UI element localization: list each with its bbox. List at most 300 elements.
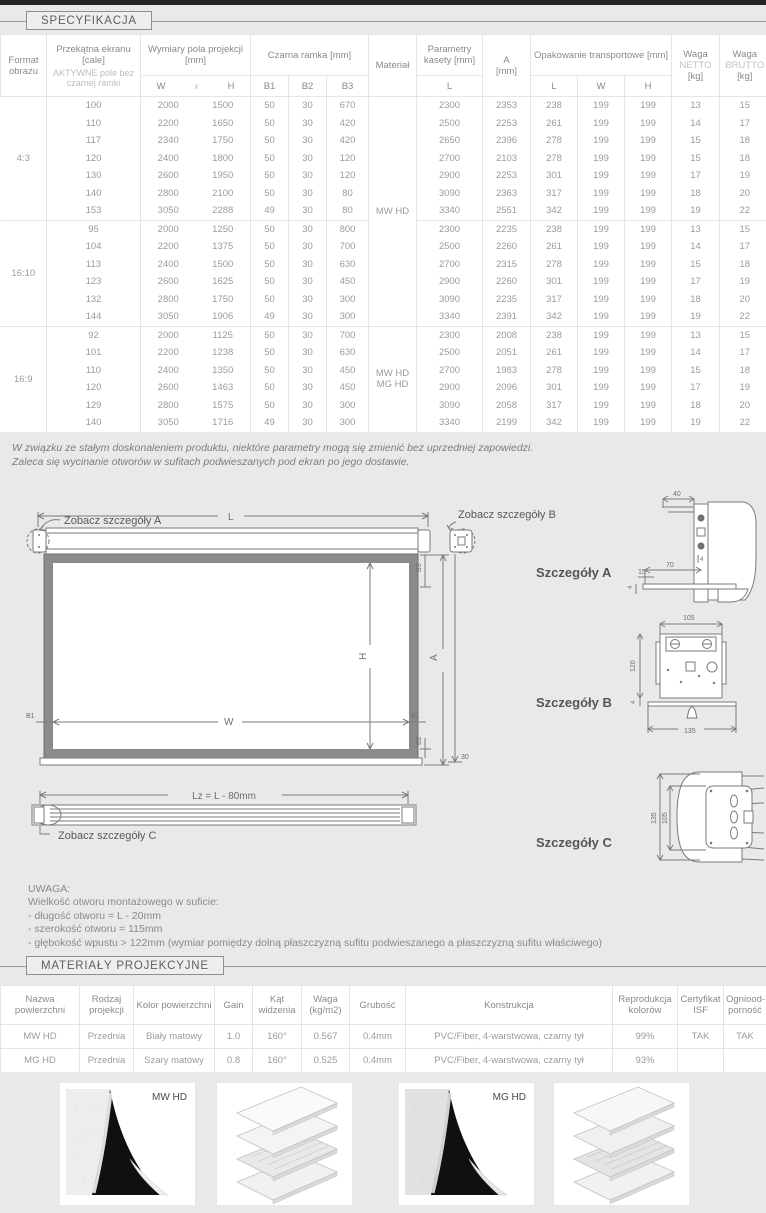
spec-cell: 50 — [251, 185, 289, 203]
spec-cell: 2800 — [141, 185, 196, 203]
detail-b-dim-4: 4 — [631, 700, 637, 704]
spec-cell: 2400 — [141, 150, 196, 168]
spec-cell: 2300 — [417, 97, 483, 115]
spec-cell: 2000 — [141, 220, 196, 238]
section-title-spec: SPECYFIKACJA — [26, 11, 152, 30]
spec-cell: 1350 — [196, 362, 251, 380]
dim-l-label: L — [228, 512, 234, 523]
spec-cell: 50 — [251, 220, 289, 238]
detail-a-dim-4: 4 — [628, 585, 634, 589]
spec-cell: 15 — [672, 150, 720, 168]
spec-cell: 450 — [327, 362, 369, 380]
spec-cell: 1906 — [196, 308, 251, 326]
spec-cell: 199 — [578, 397, 625, 415]
spec-cell: 15 — [720, 220, 766, 238]
detail-c-dim-135: 135 — [651, 812, 658, 824]
spec-cell: 278 — [531, 362, 578, 380]
spec-cell: 15 — [672, 132, 720, 150]
spec-cell: 80 — [327, 202, 369, 220]
gross-line2: BRUTTO — [721, 60, 766, 71]
subheader-pack-l: L — [531, 76, 578, 97]
spec-cell: 18 — [720, 362, 766, 380]
spec-cell: 2100 — [196, 185, 251, 203]
spec-cell: 2600 — [141, 273, 196, 291]
sample-label-mg: MG HD — [493, 1092, 526, 1103]
materials-cell: 99% — [613, 1025, 678, 1049]
detail-b-dim-105: 105 — [683, 615, 695, 622]
spec-cell: 199 — [625, 220, 672, 238]
spec-cell: 1625 — [196, 273, 251, 291]
spec-cell: 1575 — [196, 397, 251, 415]
spec-cell: 19 — [672, 308, 720, 326]
spec-cell: 199 — [625, 397, 672, 415]
spec-cell: 19 — [720, 167, 766, 185]
spec-cell: 50 — [251, 362, 289, 380]
subheader-b3: B3 — [327, 76, 369, 97]
spec-cell: 278 — [531, 150, 578, 168]
uwaga-line-2: - długość otworu = L - 20mm — [28, 910, 766, 924]
materials-cell: 160° — [253, 1049, 302, 1073]
spec-cell: 17 — [672, 379, 720, 397]
materials-cell: 0.4mm — [350, 1025, 406, 1049]
spec-cell: 199 — [578, 150, 625, 168]
spec-cell: 317 — [531, 291, 578, 309]
material-cell: MW HD — [369, 97, 417, 327]
spec-cell: 15 — [720, 97, 766, 115]
spec-cell: 300 — [327, 397, 369, 415]
detail-a-title: Szczegóły A — [536, 565, 612, 580]
spec-cell: 18 — [720, 256, 766, 274]
materials-cell: TAK — [724, 1025, 766, 1049]
bottom-weight-bar — [40, 758, 422, 765]
spec-cell: 49 — [251, 308, 289, 326]
spec-cell: 22 — [720, 414, 766, 432]
spec-cell: 130 — [47, 167, 141, 185]
spec-cell: 199 — [578, 185, 625, 203]
spec-cell: 199 — [578, 308, 625, 326]
spec-cell: 17 — [720, 115, 766, 133]
spec-cell: 50 — [251, 326, 289, 344]
dim-w-label: W — [224, 717, 234, 728]
materials-col-header: Certyfikat ISF — [678, 986, 724, 1025]
spec-cell: 117 — [47, 132, 141, 150]
materials-col-header: Nazwa powierzchni — [1, 986, 80, 1025]
sub-x: x — [195, 81, 199, 92]
dim-b1-left-label: B1 — [26, 713, 35, 720]
spec-cell: 30 — [289, 256, 327, 274]
materials-cell — [678, 1049, 724, 1073]
spec-cell: 2260 — [483, 273, 531, 291]
spec-cell: 199 — [625, 308, 672, 326]
materials-cell: MG HD — [1, 1049, 80, 1073]
see-details-b-label: Zobacz szczegóły B — [458, 509, 556, 521]
uwaga-block — [28, 883, 766, 951]
spec-cell: 1800 — [196, 150, 251, 168]
materials-col-header: Reprodukcja kolorów — [613, 986, 678, 1025]
spec-cell: 2900 — [417, 273, 483, 291]
col-header-dimensions: Wymiary pola projekcji [mm] — [141, 35, 251, 76]
spec-cell: 18 — [672, 397, 720, 415]
endcap-right — [418, 530, 430, 552]
col-header-net-weight — [672, 35, 720, 97]
lz-bar — [32, 805, 416, 825]
spec-cell: 199 — [625, 150, 672, 168]
spec-cell: 49 — [251, 414, 289, 432]
detail-a-dim-40: 40 — [673, 491, 681, 498]
spec-cell: 120 — [327, 167, 369, 185]
spec-cell: 17 — [672, 273, 720, 291]
spec-cell: 120 — [47, 379, 141, 397]
spec-cell: 17 — [720, 344, 766, 362]
spec-cell: 2315 — [483, 256, 531, 274]
spec-cell: 2600 — [141, 379, 196, 397]
materials-table — [0, 985, 766, 1073]
spec-cell: 13 — [672, 326, 720, 344]
spec-cell: 2400 — [141, 362, 196, 380]
spec-cell: 2600 — [141, 167, 196, 185]
spec-cell: 420 — [327, 132, 369, 150]
spec-cell: 19 — [672, 202, 720, 220]
spec-cell: 199 — [625, 115, 672, 133]
spec-cell: 2353 — [483, 97, 531, 115]
spec-cell: 113 — [47, 256, 141, 274]
spec-cell: 20 — [720, 397, 766, 415]
spec-cell: 20 — [720, 185, 766, 203]
spec-cell: 30 — [289, 291, 327, 309]
a-line2: [mm] — [484, 66, 529, 77]
spec-cell: 261 — [531, 115, 578, 133]
spec-cell: 30 — [289, 150, 327, 168]
material-cell: MW HD MG HD — [369, 326, 417, 432]
spec-cell: 1238 — [196, 344, 251, 362]
sample-mg-fabric — [399, 1083, 534, 1205]
spec-cell: 278 — [531, 132, 578, 150]
spec-cell: 199 — [625, 379, 672, 397]
spec-cell: 50 — [251, 238, 289, 256]
spec-cell: 700 — [327, 326, 369, 344]
spec-cell: 199 — [578, 362, 625, 380]
detail-b-title: Szczegóły B — [536, 695, 612, 710]
spec-cell: 50 — [251, 397, 289, 415]
spec-cell: 50 — [251, 167, 289, 185]
spec-cell: 19 — [672, 414, 720, 432]
diagonal-title: Przekątna ekranu [cale] — [48, 44, 139, 66]
spec-cell: 2500 — [417, 115, 483, 133]
spec-cell: 101 — [47, 344, 141, 362]
spec-cell: 14 — [672, 344, 720, 362]
spec-cell: 14 — [672, 238, 720, 256]
detail-c-title: Szczegóły C — [536, 835, 612, 850]
detail-c-dim-105: 105 — [662, 812, 669, 824]
top-accent-bar — [0, 0, 766, 5]
materials-cell: 0.4mm — [350, 1049, 406, 1073]
spec-cell: 30 — [289, 185, 327, 203]
spec-cell: 199 — [578, 97, 625, 115]
spec-cell: 2260 — [483, 238, 531, 256]
sample-mw-fabric — [60, 1083, 195, 1205]
spec-cell: 132 — [47, 291, 141, 309]
spec-table-body — [1, 97, 766, 433]
materials-cell: 93% — [613, 1049, 678, 1073]
materials-cell: PVC/Fiber, 4-warstwowa, czarny tył — [406, 1025, 613, 1049]
spec-cell: 120 — [47, 150, 141, 168]
spec-cell: 17 — [672, 167, 720, 185]
gross-line1: Waga — [721, 49, 766, 60]
spec-cell: 199 — [625, 291, 672, 309]
spec-cell: 199 — [578, 414, 625, 432]
spec-cell: 2253 — [483, 115, 531, 133]
materials-cell: 1.0 — [215, 1025, 253, 1049]
spec-cell: 2103 — [483, 150, 531, 168]
spec-cell: 199 — [625, 97, 672, 115]
spec-cell: 1250 — [196, 220, 251, 238]
spec-cell: 420 — [327, 115, 369, 133]
spec-cell: 450 — [327, 379, 369, 397]
spec-cell: 199 — [625, 202, 672, 220]
net-line2: NETTO — [673, 60, 718, 71]
spec-cell: 2008 — [483, 326, 531, 344]
spec-cell: 199 — [578, 326, 625, 344]
spec-cell: 1463 — [196, 379, 251, 397]
spec-cell: 30 — [289, 238, 327, 256]
case-bar — [46, 528, 418, 554]
sample-mg-layers — [554, 1083, 689, 1205]
spec-cell: 199 — [625, 344, 672, 362]
spec-cell: 80 — [327, 185, 369, 203]
spec-cell: 2200 — [141, 238, 196, 256]
spec-cell: 670 — [327, 97, 369, 115]
spec-cell: 300 — [327, 308, 369, 326]
dim-a-label: A — [429, 654, 440, 661]
uwaga-line-4: - głębokość wpustu > 122mm (wymiar pomiędzy dolną płaszczyzną sufitu podwieszanego a płaszczyzną sufitu właściwego) — [28, 937, 766, 951]
spec-cell: 199 — [625, 256, 672, 274]
spec-cell: 140 — [47, 185, 141, 203]
spec-cell: 30 — [289, 414, 327, 432]
spec-cell: 199 — [578, 132, 625, 150]
spec-cell: 238 — [531, 220, 578, 238]
spec-cell: 2000 — [141, 97, 196, 115]
spec-cell: 342 — [531, 414, 578, 432]
spec-cell: 199 — [625, 238, 672, 256]
spec-cell: 2235 — [483, 220, 531, 238]
spec-cell: 144 — [47, 308, 141, 326]
spec-cell: 50 — [251, 256, 289, 274]
format-cell: 16:9 — [1, 326, 47, 432]
spec-cell: 1650 — [196, 115, 251, 133]
diagonal-subtitle: AKTYWNE pole bez czarnej ramki — [48, 68, 139, 88]
spec-cell: 199 — [578, 167, 625, 185]
spec-cell: 30 — [289, 202, 327, 220]
gross-line3: [kg] — [721, 71, 766, 82]
spec-cell: 300 — [327, 291, 369, 309]
spec-cell: 2900 — [417, 379, 483, 397]
spec-cell: 153 — [47, 202, 141, 220]
spec-cell: 2500 — [417, 238, 483, 256]
spec-cell: 3090 — [417, 291, 483, 309]
spec-cell: 18 — [720, 150, 766, 168]
spec-cell: 19 — [720, 273, 766, 291]
section-title-materials: MATERIAŁY PROJEKCYJNE — [26, 956, 224, 975]
subheader-cassette-l: L — [417, 76, 483, 97]
spec-row — [1, 326, 766, 344]
spec-cell: 261 — [531, 344, 578, 362]
net-line3: [kg] — [673, 71, 718, 82]
material-samples — [0, 1083, 766, 1213]
col-header-diagonal — [47, 35, 141, 97]
spec-cell: 3050 — [141, 308, 196, 326]
spec-cell: 104 — [47, 238, 141, 256]
format-cell: 4:3 — [1, 97, 47, 221]
dim-b1-right-label: B1 — [411, 713, 420, 720]
spec-cell: 50 — [251, 344, 289, 362]
spec-cell: 2051 — [483, 344, 531, 362]
format-cell: 16:10 — [1, 220, 47, 326]
spec-row — [1, 97, 766, 115]
spec-cell: 50 — [251, 150, 289, 168]
spec-cell: 2391 — [483, 308, 531, 326]
spec-cell: 15 — [720, 326, 766, 344]
spec-cell: 278 — [531, 256, 578, 274]
col-header-frame: Czarna ramka [mm] — [251, 35, 369, 76]
spec-cell: 199 — [578, 220, 625, 238]
materials-cell: PVC/Fiber, 4-warstwowa, czarny tył — [406, 1049, 613, 1073]
spec-cell: 123 — [47, 273, 141, 291]
materials-col-header: Konstrukcja — [406, 986, 613, 1025]
spec-cell: 2000 — [141, 326, 196, 344]
spec-cell: 450 — [327, 273, 369, 291]
spec-cell: 30 — [289, 167, 327, 185]
spec-cell: 14 — [672, 115, 720, 133]
see-details-a-label: Zobacz szczegóły A — [64, 515, 162, 527]
spec-cell: 2650 — [417, 132, 483, 150]
subheader-pack-w: W — [578, 76, 625, 97]
materials-cell: 160° — [253, 1025, 302, 1049]
spec-cell: 199 — [625, 185, 672, 203]
subheader-b2: B2 — [289, 76, 327, 97]
spec-cell: 30 — [289, 344, 327, 362]
spec-cell: 1716 — [196, 414, 251, 432]
spec-cell: 49 — [251, 202, 289, 220]
spec-cell: 3050 — [141, 202, 196, 220]
spec-cell: 95 — [47, 220, 141, 238]
spec-cell: 2200 — [141, 344, 196, 362]
spec-cell: 342 — [531, 308, 578, 326]
spec-cell: 300 — [327, 414, 369, 432]
spec-cell: 2700 — [417, 256, 483, 274]
dim-h-label: H — [358, 652, 369, 659]
materials-col-header: Gain — [215, 986, 253, 1025]
spec-cell: 13 — [672, 220, 720, 238]
sample-mw-layers — [217, 1083, 352, 1205]
materials-col-header: Kolor powierzchni — [134, 986, 215, 1025]
spec-cell: 2700 — [417, 150, 483, 168]
spec-cell: 2800 — [141, 397, 196, 415]
spec-cell: 3050 — [141, 414, 196, 432]
spec-cell: 22 — [720, 308, 766, 326]
spec-cell: 30 — [289, 132, 327, 150]
materials-cell: 0.525 — [302, 1049, 350, 1073]
col-header-gross-weight — [720, 35, 766, 97]
materials-cell: Szary matowy — [134, 1049, 215, 1073]
spec-cell: 199 — [578, 344, 625, 362]
spec-cell: 30 — [289, 115, 327, 133]
col-header-cassette: Parametry kasety [mm] — [417, 35, 483, 76]
spec-cell: 18 — [672, 185, 720, 203]
note-line-2: Zaleca się wycinanie otworów w sufitach podwieszanych pod ekran po jego dostawie. — [12, 455, 754, 469]
spec-cell: 317 — [531, 185, 578, 203]
col-header-format: Format obrazu — [1, 35, 47, 97]
spec-cell: 22 — [720, 202, 766, 220]
spec-cell: 110 — [47, 362, 141, 380]
spec-cell: 1125 — [196, 326, 251, 344]
technical-diagram — [0, 481, 766, 879]
a-line1: A — [484, 55, 529, 66]
spec-cell: 140 — [47, 414, 141, 432]
col-header-material: Materiał — [369, 35, 417, 97]
section-header-spec — [0, 10, 766, 34]
materials-row — [1, 1049, 766, 1073]
spec-cell: 3340 — [417, 202, 483, 220]
spec-cell: 2253 — [483, 167, 531, 185]
materials-cell: TAK — [678, 1025, 724, 1049]
spec-cell: 1983 — [483, 362, 531, 380]
uwaga-title: UWAGA: — [28, 883, 766, 897]
spec-cell: 13 — [672, 97, 720, 115]
spec-cell: 2363 — [483, 185, 531, 203]
spec-cell: 199 — [625, 132, 672, 150]
spec-cell: 2300 — [417, 220, 483, 238]
spec-cell: 50 — [251, 291, 289, 309]
spec-cell: 129 — [47, 397, 141, 415]
spec-cell: 1750 — [196, 291, 251, 309]
detail-a-dim-15: 15 — [638, 569, 646, 576]
spec-cell: 30 — [289, 362, 327, 380]
spec-cell: 100 — [47, 97, 141, 115]
spec-cell: 1500 — [196, 97, 251, 115]
materials-col-header: Waga (kg/m2) — [302, 986, 350, 1025]
see-details-c-label: Zobacz szczegóły C — [58, 830, 156, 842]
endcap-left — [33, 530, 46, 552]
detail-b-icon — [450, 530, 472, 552]
spec-cell: 18 — [720, 132, 766, 150]
spec-cell: 92 — [47, 326, 141, 344]
spec-cell: 301 — [531, 273, 578, 291]
spec-cell: 199 — [578, 115, 625, 133]
spec-cell: 2200 — [141, 115, 196, 133]
materials-row — [1, 1025, 766, 1049]
detail-a-dim-70: 70 — [666, 562, 674, 569]
materials-cell: 0.567 — [302, 1025, 350, 1049]
disclaimer-notes — [0, 433, 766, 481]
spec-cell: 199 — [625, 326, 672, 344]
section-header-materials — [0, 955, 766, 979]
note-line-1: W związku ze stałym doskonaleniem produktu, niektóre parametry mogą się zmienić bez uprzedniej zapowiedzi. — [12, 441, 754, 455]
materials-cell: Przednia — [80, 1025, 134, 1049]
spec-cell: 50 — [251, 379, 289, 397]
materials-header-row — [1, 986, 766, 1025]
materials-col-header: Kąt widzenia — [253, 986, 302, 1025]
materials-cell: Biały matowy — [134, 1025, 215, 1049]
spec-cell: 199 — [578, 273, 625, 291]
sub-h: H — [228, 81, 235, 92]
spec-cell: 30 — [289, 273, 327, 291]
net-line1: Waga — [673, 49, 718, 60]
spec-cell: 199 — [625, 167, 672, 185]
spec-cell: 3340 — [417, 308, 483, 326]
spec-cell: 30 — [289, 97, 327, 115]
spec-cell: 3090 — [417, 185, 483, 203]
spec-cell: 301 — [531, 167, 578, 185]
